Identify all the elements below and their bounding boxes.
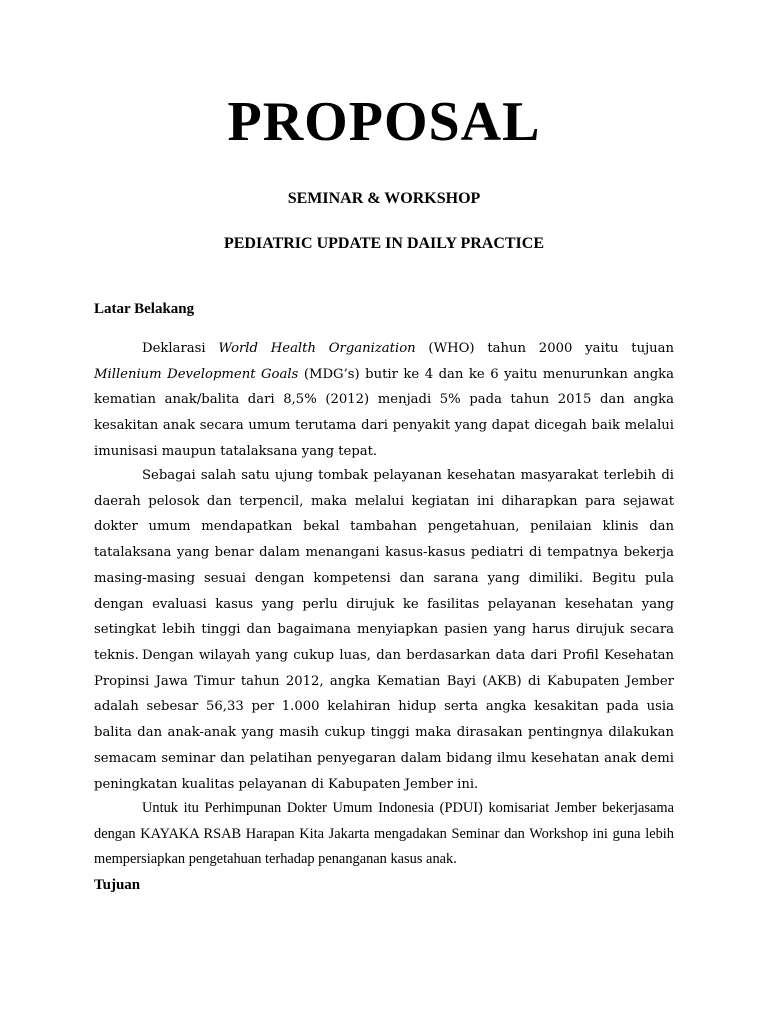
document-title: PROPOSAL xyxy=(227,91,541,153)
paragraph-4: Untuk itu Perhimpunan Dokter Umum Indonesia (PDUI) komisariat Jember bekerjasama dengan KAYAKA RSAB Harapan Kita Jakarta mengadakan Seminar dan Workshop ini guna lebih mempersiapkan pengetahuan terhadap penanganan kasus anak. xyxy=(94,800,674,868)
paragraph-1-text-e: (MDG’s) butir ke 4 dan ke 6 yaitu menurunkan angka kematian anak/balita dari 8,5% (2012) menjadi 5% pada tahun 2015 dan angka kesakitan anak secara umum terutama dari penyakit yang dapat dicegah baik melalui imunisasi maupun tatalaksana yang tepat. xyxy=(94,366,674,459)
paragraph-1-text-a: Deklarasi xyxy=(142,341,219,356)
paragraph-1-italic-mdg: Millenium Development Goals xyxy=(94,366,299,382)
section-heading-tujuan: Tujuan xyxy=(94,877,141,893)
paragraph-1 xyxy=(94,336,674,465)
section-heading-latar-belakang: Latar Belakang xyxy=(94,301,195,317)
paragraph-1-text-c: (WHO) tahun 2000 yaitu tujuan xyxy=(415,341,675,356)
paragraph-1-italic-who: World Health Organization xyxy=(218,341,416,356)
document-subtitle-topic: PEDIATRIC UPDATE IN DAILY PRACTICE xyxy=(223,235,545,252)
paragraph-2: Sebagai salah satu ujung tombak pelayanan kesehatan masyarakat terlebih di daerah pelosok dan terpencil, maka melalui kegiatan ini diharapkan para sejawat dokter umum mendapatkan bekal tambahan pengetahuan, penilaian klinis dan tatalaksana yang benar dalam menangani kasus-kasus pediatri di tempatnya bekerja masing-masing sesuai dengan kompetensi dan sarana yang dimiliki. Begitu pula dengan evaluasi kasus yang perlu dirujuk ke fasilitas pelayanan kesehatan yang setingkat lebih tinggi dan bagaimana menyiapkan pasien yang harus dirujuk secara teknis. xyxy=(94,468,674,663)
paragraph-3: Dengan wilayah yang cukup luas, dan berdasarkan data dari Profil Kesehatan Propinsi Jawa Timur tahun 2012, angka Kematian Bayi (AKB) di Kabupaten Jember adalah sebesar 56,33 per 1.000 kelahiran hidup serta angka kesakitan pada usia balita dan anak-anak yang masih cukup tinggi maka dirasakan pentingnya dilakukan semacam seminar dan pelatihan penyegaran dalam bidang ilmu kesehatan anak demi peningkatan kualitas pelayanan di Kabupaten Jember ini. xyxy=(94,648,674,792)
document-subtitle-event: SEMINAR & WORKSHOP xyxy=(287,190,481,207)
